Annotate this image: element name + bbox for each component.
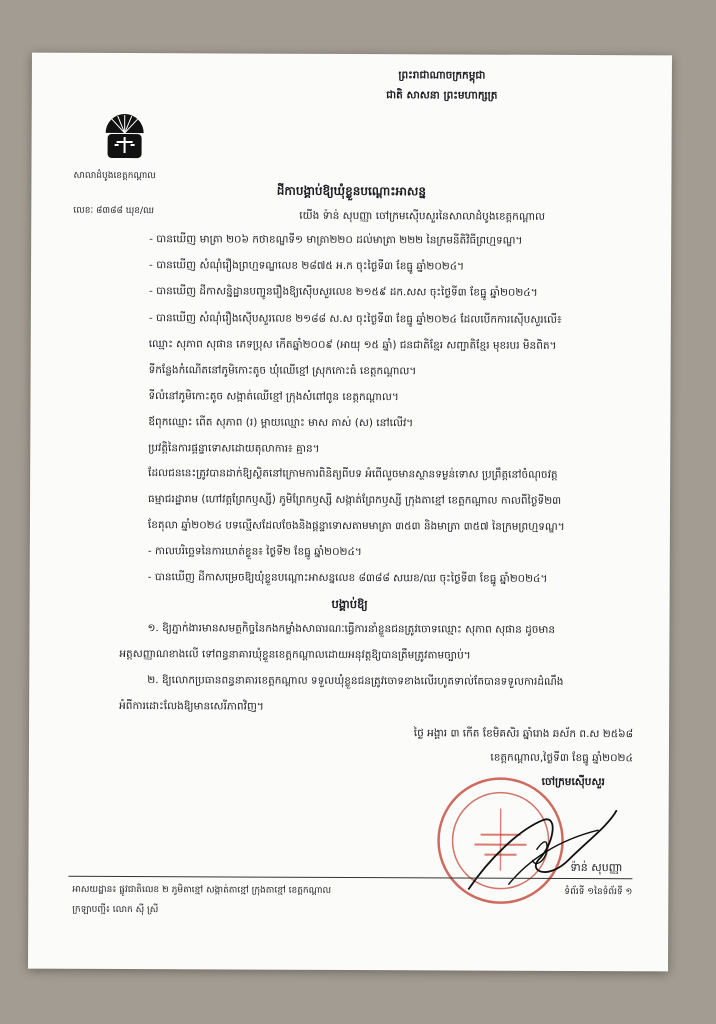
document-page xyxy=(28,53,672,972)
accusation-line-2: ធម្មាជរដ្ឋារាម (ហៅវត្តព្រែកឫស្សី) ភូមិព្រែកឫស្សី សង្កាត់ព្រែកឫស្សី ក្រុងតាខ្មៅ ខេត្តកណ្ដាល កាលពីថ្ងៃទី២៣ xyxy=(148,493,562,507)
order-2-line-2: អំពីការដោះលែងឱ្យមានសេរីភាពវិញ។ xyxy=(119,699,264,713)
motto-heading: ជាតិ សាសនា ព្រះមហាក្សត្រ xyxy=(386,89,498,102)
footer-clerk: ក្រឡាបញ្ជី៖ លោក ស៊ី ស្រី xyxy=(72,904,159,916)
signer-name: ទ៉ាន់ សុបញ្ញា xyxy=(570,860,623,875)
consideration-4: - បានឃើញ សំណុំរឿងស៊ើបសួរលេខ ២១៨៨ ស.ស ចុះថ្ងៃទី៣ ខែធ្នូ ឆ្នាំ២០២៤ ដែលបើកការស៊ើបសួរលើ៖ xyxy=(148,312,562,326)
order-heading: បង្គាប់ឱ្យ xyxy=(331,596,368,612)
person-record: ប្រវត្តិនៃការផ្ដន្ទាទោសដោយតុលាការ៖ គ្មាន។ xyxy=(148,442,320,455)
person-name-line: ឈ្មោះ សុភាព សុផាន ភេទប្រុស កើតឆ្នាំ២០០៩ (អាយុ ១៥ ឆ្នាំ) ជនជាតិខ្មែរ សញ្ជាតិខ្មែរ មុខរបរ មិនពិត។ xyxy=(148,338,557,352)
reference-number: លេខៈ ៨៣៨៨ ឃុខ/ឈ xyxy=(73,205,155,217)
consideration-2: - បានឃើញ សំណុំរឿងព្រហ្មទណ្ឌលេខ ២៨៧៥ អ.ក ចុះថ្ងៃទី៣ ខែធ្នូ ឆ្នាំ២០២៤។ xyxy=(149,259,465,273)
page-number: ទំព័រទី ១នៃទំព័រទី ១ xyxy=(564,886,633,898)
detention-date: - កាលបរិច្ឆេទនៃការឃាត់ខ្លួន៖ ថ្ងៃទី២ ខែធ្នូ ឆ្នាំ២០២៤។ xyxy=(147,545,362,559)
order-1-line-1: ១. ឱ្យភ្នាក់ងារមានសមត្ថកិច្ចនៃកងកម្លាំងសាធារណៈធ្វើការនាំខ្លួនជនត្រូវចោទឈ្មោះ សុភាព សុផាន ដូចមាន xyxy=(147,622,556,636)
consideration-1: - បានឃើញ មាត្រា ២០៦ កថាខណ្ឌទី១ មាត្រា២២០ ដល់មាត្រា ២២២ នៃក្រមនីតិវិធីព្រហ្មទណ្ឌ។ xyxy=(149,233,523,247)
accusation-line-1: ដែលជននេះត្រូវបានដាក់ឱ្យស្ថិតនៅក្រោមការពិនិត្យពីបទ អំពើលួចមានស្ថានទម្ងន់ទោស ប្រព្រឹត្តនៅចំណុចវត្ត xyxy=(148,467,558,481)
document-title: ដីកាបង្គាប់ឱ្យឃុំខ្លួនបណ្ដោះអាសន្ន xyxy=(276,183,427,199)
detention-order: - បានឃើញ ដីកាសម្រេចឱ្យឃុំខ្លួនបណ្ដោះអាសន្នលេខ ៨៣៨៨ សឃខ/ឈ ចុះថ្ងៃទី៣ ខែធ្នូ ឆ្នាំ២០២៤។ xyxy=(147,571,548,585)
solar-date: ខេត្តកណ្ដាល,ថ្ងៃទី៣ ខែធ្នូ ឆ្នាំ២០២៤ xyxy=(490,751,633,765)
intro-line: យើង ទ៉ាន់ សុបញ្ញា ចៅក្រមស៊ើបសួរនៃសាលាដំបូងខេត្តកណ្ដាល xyxy=(299,209,546,223)
lunar-date: ថ្ងៃ អង្គារ ៣ កើត ខែមិគសិរ ឆ្នាំរោង ឆស័ក ព.ស ២៥៦៨ xyxy=(413,727,634,741)
accusation-line-3: ខែតុលា ឆ្នាំ២០២៤ បទល្មើសដែលចែងនិងផ្ដន្ទាទោសតាមមាត្រា ៣៥៣ និងមាត្រា ៣៥៧ នៃក្រមព្រហ្មទណ្ឌ។ xyxy=(147,519,565,533)
signer-role: ចៅក្រមស៊ើបសួរ xyxy=(541,775,605,789)
kingdom-heading: ព្រះរាជាណាចក្រកម្ពុជា xyxy=(398,69,486,82)
footer-address: អាសយដ្ឋាន៖ ផ្លូវជាតិលេខ ២ ភូមិតាខ្មៅ សង្កាត់តាខ្មៅ ក្រុងតាខ្មៅ ខេត្តកណ្ដាល xyxy=(72,884,332,896)
person-parents: ឪពុកឈ្មោះ ពើត សុភាព (រ) ម្ដាយឈ្មោះ មាស ភាស់ (ស) នៅលើវ។ xyxy=(148,416,414,430)
court-emblem-icon xyxy=(102,107,148,165)
person-birthplace: ទីកន្លែងកំណើតនៅភូមិកោះតូច ឃុំឈើខ្មៅ ស្រុកកោះធំ ខេត្តកណ្ដាល។ xyxy=(148,364,417,378)
court-name: សាលាដំបូងខេត្តកណ្ដាល xyxy=(73,170,156,182)
person-residence: ទីលំនៅភូមិកោះតូច សង្កាត់ឈើខ្មៅ ក្រុងសំពៅពូន ខេត្តកណ្ដាល។ xyxy=(148,390,399,404)
order-1-line-2: អត្តសញ្ញាណខាងលើ ទៅពន្ធនាគារឃុំខ្លួនខេត្តកណ្ដាលដោយអនុវត្តឱ្យបានត្រឹមត្រូវតាមច្បាប់។ xyxy=(119,647,471,662)
consideration-3: - បានឃើញ ដីកាសន្និដ្ឋានបញ្ជូនរឿងឱ្យស៊ើបសួរលេខ ២១៥៩ ដក.សស ចុះថ្ងៃទី៣ ខែធ្នូ ឆ្នាំ២០២៤។ xyxy=(148,285,538,299)
order-2-line-1: ២. ឱ្យលោកប្រធានពន្ធនាគារខេត្តកណ្ដាល ទទួលឃុំខ្លួនជនត្រូវចោទខាងលើរហូតទាល់តែបានទទួលការដំណឹង xyxy=(147,674,564,688)
